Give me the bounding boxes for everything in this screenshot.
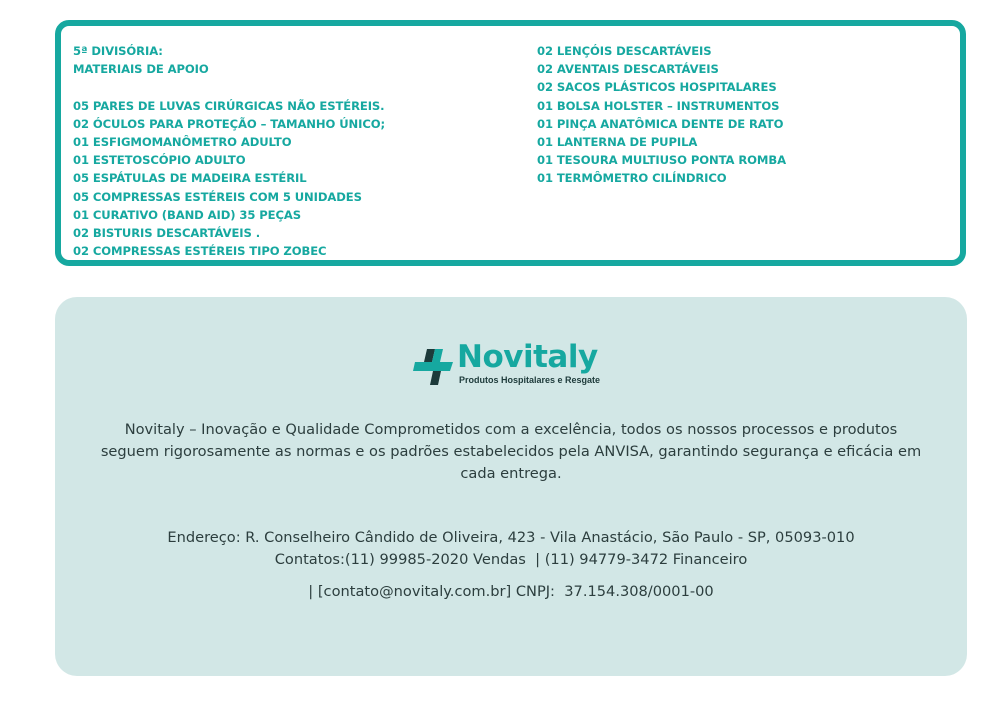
list-item: 01 LANTERNA DE PUPILA bbox=[537, 135, 698, 150]
logo-tagline: Produtos Hospitalares e Resgate bbox=[459, 375, 601, 385]
list-item: 02 ÓCULOS PARA PROTEÇÃO – TAMANHO ÚNICO; bbox=[73, 116, 386, 131]
list-item: MATERIAIS DE APOIO bbox=[73, 62, 209, 77]
materials-list-box bbox=[55, 20, 966, 266]
logo-wordmark: Novitaly bbox=[457, 339, 598, 375]
novitaly-logo bbox=[413, 341, 613, 393]
company-phones: Contatos:(11) 99985-2020 Vendas | (11) 94779-3472 Financeiro bbox=[274, 551, 748, 568]
list-item: 01 ESFIGMOMANÔMETRO ADULTO bbox=[73, 135, 292, 149]
list-spacer bbox=[73, 78, 513, 96]
list-item: 01 PINÇA ANATÔMICA DENTE DE RATO bbox=[537, 116, 784, 131]
company-address: Endereço: R. Conselheiro Cândido de Oliveira, 423 - Vila Anastácio, São Paulo - SP, 05093-010 bbox=[167, 529, 855, 546]
list-item: 01 ESTETOSCÓPIO ADULTO bbox=[73, 153, 246, 168]
list-item: 5ª DIVISÓRIA: bbox=[73, 44, 163, 58]
list-item: 02 COMPRESSAS ESTÉREIS TIPO ZOBEC bbox=[73, 244, 327, 259]
list-item: 05 PARES DE LUVAS CIRÚRGICAS NÃO ESTÉREIS. bbox=[73, 98, 385, 113]
materials-left-column bbox=[73, 42, 513, 260]
list-item: 01 TERMÔMETRO CILÍNDRICO bbox=[537, 171, 727, 186]
company-info-panel bbox=[55, 297, 967, 676]
list-item: 01 CURATIVO (BAND AID) 35 PEÇAS bbox=[73, 207, 302, 222]
list-item: 01 BOLSA HOLSTER – INSTRUMENTOS bbox=[537, 98, 780, 113]
company-description: Novitaly – Inovação e Qualidade Comprometidos com a excelência, todos os nossos processos e produtos seguem rigorosamente as normas e os padrões estabelecidos pela ANVISA, garantindo segurança e eficácia em cada entrega. bbox=[100, 421, 922, 482]
list-item: 05 COMPRESSAS ESTÉREIS COM 5 UNIDADES bbox=[73, 189, 362, 204]
materials-right-column bbox=[537, 42, 957, 188]
list-item: 02 SACOS PLÁSTICOS HOSPITALARES bbox=[537, 80, 777, 95]
medical-cross-icon bbox=[413, 345, 455, 387]
list-item: 01 TESOURA MULTIUSO PONTA ROMBA bbox=[537, 153, 786, 168]
list-item: 05 ESPÁTULAS DE MADEIRA ESTÉRIL bbox=[73, 171, 307, 186]
list-item: 02 BISTURIS DESCARTÁVEIS . bbox=[73, 226, 260, 241]
list-item: 02 AVENTAIS DESCARTÁVEIS bbox=[537, 62, 719, 77]
company-email-cnpj: | [contato@novitaly.com.br] CNPJ: 37.154.308/0001-00 bbox=[308, 583, 714, 600]
list-item: 02 LENÇÓIS DESCARTÁVEIS bbox=[537, 44, 712, 58]
